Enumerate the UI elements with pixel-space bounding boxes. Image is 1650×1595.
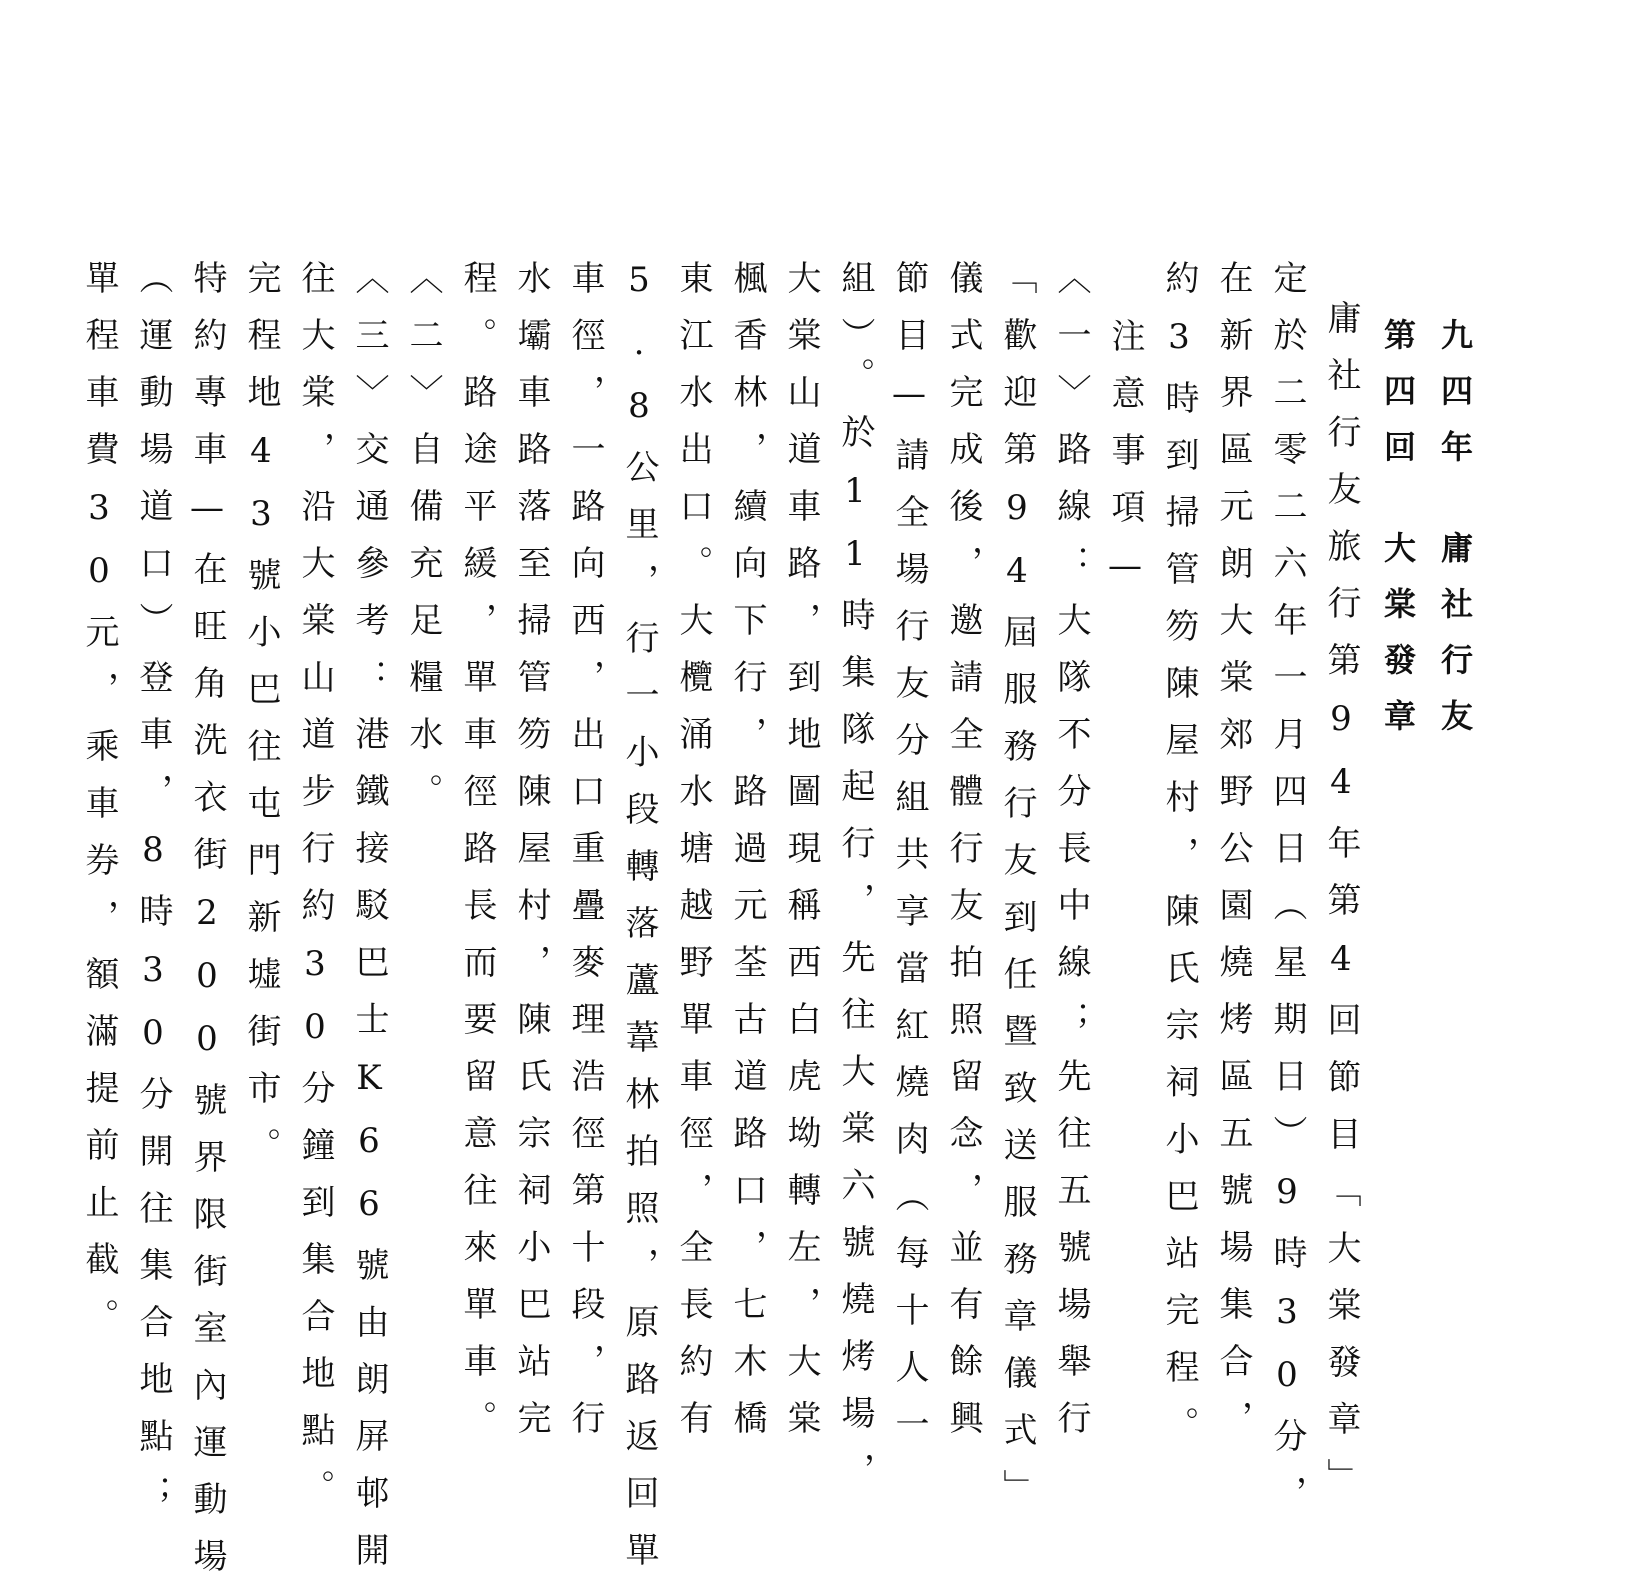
header-session: 第四回 (1379, 318, 1417, 486)
header-club-name: 庸社行友 (1436, 531, 1474, 755)
notes-line: 〈三〉交通參考：港鐵接駁巴士K66號由朗屏邨開 (349, 260, 389, 1589)
notes-line: 單程車費30元，乘車券，額滿提前止截。 (79, 260, 119, 1355)
notes-line: 程。路途平緩，單車徑路長而要留意往來單車。 (457, 260, 497, 1457)
notes-line: 〈二〉自備充足糧水。 (403, 260, 443, 830)
notes-line: 楓香林，續向下行，路過元荃古道路口，七木橋 (727, 260, 767, 1457)
notes-line: 車徑，一路向西，出口重疊麥理浩徑第十段，行 (565, 260, 605, 1457)
intro-line-1: 庸社行友旅行第94年第4回節目「大棠發章」 (1321, 300, 1361, 1515)
notes-line: 完程地43號小巴往屯門新墟街市。 (241, 260, 281, 1184)
notes-line: 特約專車—在旺角洗衣街200號界限街室內運動場 (187, 260, 227, 1595)
notes-line: 大棠山道車路，到地圖現稱西白虎坳轉左，大棠 (781, 260, 821, 1457)
notes-line: 5.8公里，行一小段轉落蘆葦林拍照，原路返回單 (619, 260, 659, 1589)
notes-line: 東江水出口。大欖涌水塘越野單車徑，全長約有 (673, 260, 713, 1457)
notes-line: 「歡迎第94屆服務行友到任暨致送服務章儀式」 (997, 260, 1037, 1526)
notes-line: 往大棠，沿大棠山道步行約30分鐘到集合地點。 (295, 260, 335, 1526)
header-event-title: 大棠發章 (1379, 531, 1417, 755)
notes-line: 儀式完成後，邀請全體行友拍照留念，並有餘興 (943, 260, 983, 1457)
notes-line: 節目—請全場行友分組共享當紅燒肉（每十人一 (889, 260, 929, 1463)
header-year: 九四年 (1436, 318, 1474, 486)
notes-heading: 注意事項— (1105, 318, 1145, 609)
intro-line-2: 定於二零二六年一月四日（星期日）9時30分， (1267, 260, 1307, 1532)
notes-line: 水壩車路落至掃管笏陳屋村，陳氏宗祠小巴站完 (511, 260, 551, 1457)
notes-line: （運動場道口）登車，8時30分開往集合地點； (133, 260, 173, 1532)
intro-line-4: 約3時到掃管笏陳屋村，陳氏宗祠小巴站完程。 (1159, 260, 1199, 1463)
notes-line: 組）。於11時集隊起行，先往大棠六號燒烤場， (835, 260, 875, 1509)
intro-line-3: 在新界區元朗大棠郊野公園燒烤區五號場集合， (1213, 260, 1253, 1457)
notes-line: 〈一〉路線：大隊不分長中線；先往五號場舉行 (1051, 260, 1091, 1457)
